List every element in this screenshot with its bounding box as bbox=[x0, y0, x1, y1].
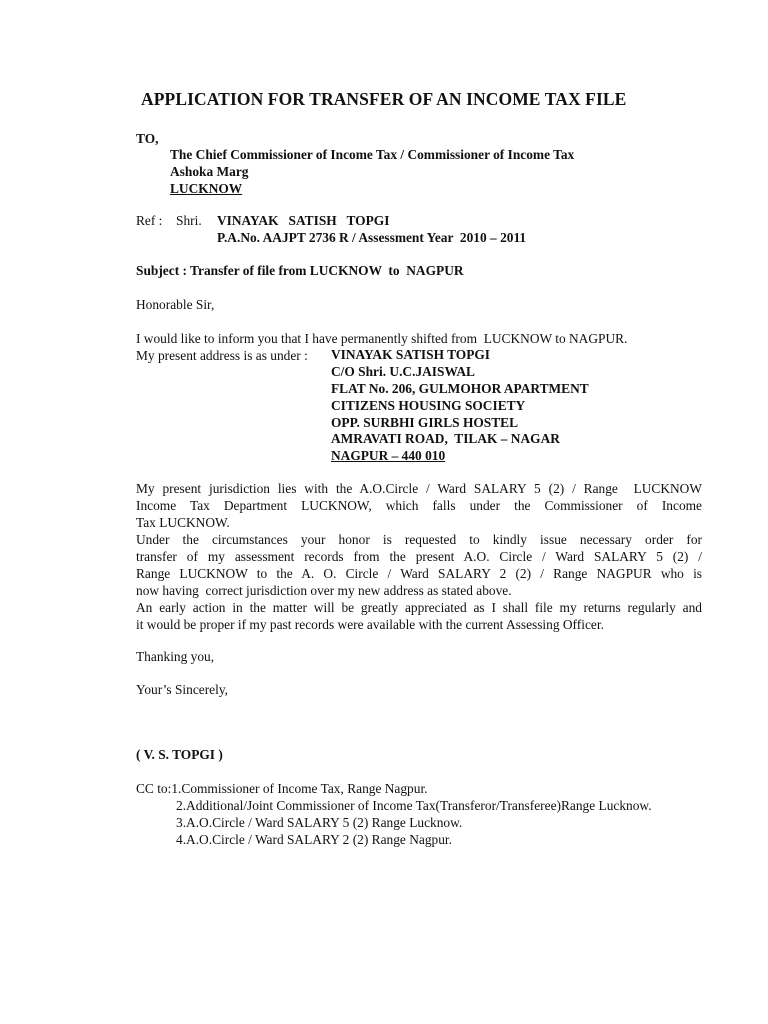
body-line: transfer of my assessment records from the present A.O. Circle / Ward SALARY 5 (2) / bbox=[136, 549, 702, 564]
address-line: C/O Shri. U.C.JAISWAL bbox=[331, 364, 475, 379]
cc-line: 3.A.O.Circle / Ward SALARY 5 (2) Range Lucknow. bbox=[176, 815, 463, 830]
body-line: Tax LUCKNOW. bbox=[136, 515, 230, 530]
body-line: Income Tax Department LUCKNOW, which falls under the Commissioner of Income bbox=[136, 498, 702, 513]
ref-name: VINAYAK SATISH TOPGI bbox=[217, 213, 390, 228]
salutation: Honorable Sir, bbox=[136, 297, 215, 312]
intro-line-1: I would like to inform you that I have permanently shifted from LUCKNOW to NAGPUR. bbox=[136, 331, 628, 346]
address-pincode: NAGPUR – 440 010 bbox=[331, 448, 446, 463]
signature-name: ( V. S. TOPGI ) bbox=[136, 747, 223, 762]
to-label: TO, bbox=[136, 131, 159, 146]
address-line: OPP. SURBHI GIRLS HOSTEL bbox=[331, 415, 519, 430]
body-line: An early action in the matter will be greatly appreciated as I shall file my returns regularly and bbox=[136, 600, 702, 615]
body-paragraph bbox=[136, 480, 702, 633]
address-line: AMRAVATI ROAD, TILAK – NAGAR bbox=[331, 431, 560, 446]
document-title: APPLICATION FOR TRANSFER OF AN INCOME TAX FILE bbox=[141, 89, 627, 109]
recipient-line-1: The Chief Commissioner of Income Tax / Commissioner of Income Tax bbox=[170, 147, 575, 162]
closing-line: Your’s Sincerely, bbox=[136, 682, 229, 697]
ref-label: Ref : bbox=[136, 213, 163, 228]
cc-line: CC to:1.Commissioner of Income Tax, Range Nagpur. bbox=[136, 781, 428, 796]
body-line: now having correct jurisdiction over my new address as stated above. bbox=[136, 583, 512, 598]
body-line: Under the circumstances your honor is requested to kindly issue necessary order for bbox=[136, 532, 702, 547]
subject-line: Subject : Transfer of file from LUCKNOW to NAGPUR bbox=[136, 263, 464, 278]
thanks-line: Thanking you, bbox=[136, 649, 215, 664]
address-line: VINAYAK SATISH TOPGI bbox=[331, 347, 491, 362]
recipient-line-2: Ashoka Marg bbox=[170, 164, 249, 179]
cc-line: 2.Additional/Joint Commissioner of Income Tax(Transferor/Transferee)Range Lucknow. bbox=[176, 798, 652, 813]
ref-pan-line: P.A.No. AAJPT 2736 R / Assessment Year 2010 – 2011 bbox=[217, 230, 527, 245]
intro-line-2: My present address is as under : bbox=[136, 348, 308, 363]
address-line: CITIZENS HOUSING SOCIETY bbox=[331, 398, 526, 413]
body-line: My present jurisdiction lies with the A.O.Circle / Ward SALARY 5 (2) / Range LUCKNOW bbox=[136, 481, 702, 496]
body-line: it would be proper if my past records were available with the current Assessing Officer. bbox=[136, 617, 604, 632]
body-line: Range LUCKNOW to the A. O. Circle / Ward SALARY 2 (2) / Range NAGPUR who is bbox=[136, 566, 702, 581]
ref-prefix: Shri. bbox=[176, 213, 202, 228]
cc-line: 4.A.O.Circle / Ward SALARY 2 (2) Range Nagpur. bbox=[176, 832, 452, 847]
address-line: FLAT No. 206, GULMOHOR APARTMENT bbox=[331, 381, 589, 396]
recipient-city: LUCKNOW bbox=[170, 181, 243, 196]
